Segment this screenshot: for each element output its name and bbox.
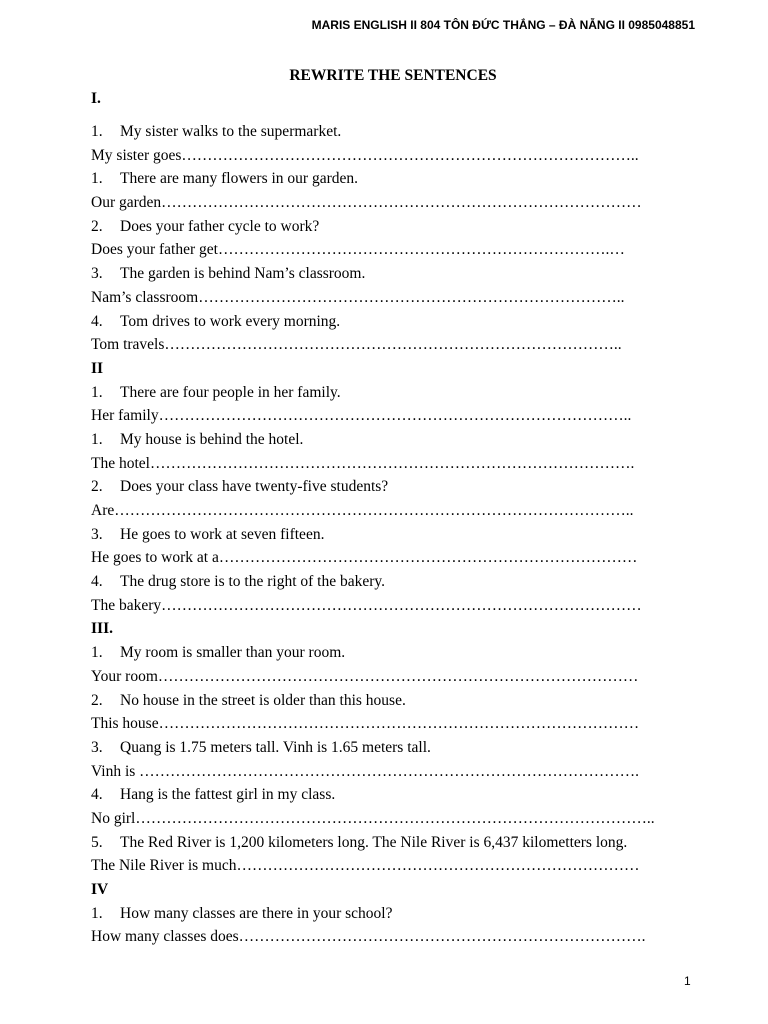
question-text: He goes to work at seven fifteen. <box>120 525 325 543</box>
section-label: III. <box>91 620 113 638</box>
question-line <box>91 570 701 594</box>
question-number: 1. <box>91 430 103 448</box>
answer-line: Nam’s classroom……………………………………………………………………….. <box>91 288 625 306</box>
answer-line: Vinh is ……………………………………………………………………………………. <box>91 762 640 780</box>
question-text: There are four people in her family. <box>120 383 341 401</box>
question-text: How many classes are there in your school? <box>120 904 393 922</box>
answer-line: The Nile River is much…………………………………………………………………… <box>91 857 640 875</box>
question-line <box>91 428 701 452</box>
question-line <box>91 641 701 665</box>
question-line <box>91 215 701 239</box>
question-text: My house is behind the hotel. <box>120 430 304 448</box>
question-number: 2. <box>91 478 103 496</box>
question-number: 4. <box>91 786 103 804</box>
question-number: 1. <box>91 644 103 662</box>
question-text: The garden is behind Nam’s classroom. <box>120 265 366 283</box>
question-text: The drug store is to the right of the bakery. <box>120 573 386 591</box>
question-line <box>91 262 701 286</box>
question-number: 2. <box>91 217 103 235</box>
question-number: 1. <box>91 123 103 140</box>
answer-line: Her family……………………………………………………………………………….. <box>91 407 632 425</box>
question-number: 3. <box>91 738 103 756</box>
question-text: No house in the street is older than this house. <box>120 691 406 709</box>
question-line <box>91 902 701 926</box>
question-line <box>91 523 701 547</box>
question-text: The Red River is 1,200 kilometers long. The Nile River is 6,437 kilometters long. <box>120 833 628 851</box>
question-number: 4. <box>91 573 103 591</box>
question-number: 3. <box>91 525 103 543</box>
answer-line: This house………………………………………………………………………………… <box>91 715 640 733</box>
answer-line: The bakery………………………………………………………………………………… <box>91 596 642 614</box>
answer-line: How many classes does……………………………………………………………………. <box>91 928 646 946</box>
question-text: My sister walks to the supermarket. <box>120 123 342 140</box>
question-text: Does your father cycle to work? <box>120 217 320 235</box>
question-text: There are many flowers in our garden. <box>120 170 358 188</box>
answer-line: Tom travels…………………………………………………………………………….. <box>91 336 622 354</box>
question-text: Hang is the fattest girl in my class. <box>120 786 336 804</box>
answer-line: The hotel…………………………………………………………………………………. <box>91 454 635 472</box>
question-number: 4. <box>91 312 103 330</box>
question-line <box>91 831 701 855</box>
answer-line: No girl……………………………………………………………………………………….. <box>91 809 655 827</box>
question-number: 1. <box>91 904 103 922</box>
question-number: 5. <box>91 833 103 851</box>
question-number: 3. <box>91 265 103 283</box>
answer-line: Are……………………………………………………………………………………….. <box>91 502 634 519</box>
question-number: 2. <box>91 691 103 709</box>
question-line <box>91 475 701 499</box>
question-line <box>91 689 701 713</box>
answer-line: Does your father get………………………………………………………………….… <box>91 241 625 259</box>
question-line <box>91 310 701 334</box>
answer-line: He goes to work at a……………………………………………………………………… <box>91 549 638 567</box>
answer-line: Our garden………………………………………………………………………………… <box>91 194 642 212</box>
question-text: My room is smaller than your room. <box>120 644 346 662</box>
worksheet-title: REWRITE THE SENTENCES <box>289 67 497 84</box>
question-text: Quang is 1.75 meters tall. Vinh is 1.65 meters tall. <box>120 738 431 756</box>
question-line <box>91 167 701 191</box>
question-line <box>91 381 701 405</box>
answer-line: Your room………………………………………………………………………………… <box>91 667 639 685</box>
page-number: 1 <box>684 974 691 988</box>
question-text: Tom drives to work every morning. <box>120 312 341 330</box>
question-number: 1. <box>91 383 103 401</box>
section-label: II <box>91 359 104 377</box>
section-label: IV <box>91 881 109 898</box>
question-number: 1. <box>91 170 103 188</box>
question-line <box>91 736 701 760</box>
section-label: I. <box>91 90 101 107</box>
page-header: MARIS ENGLISH II 804 TÔN ĐỨC THẮNG – ĐÀ NẴNG II 0985048851 <box>311 18 695 32</box>
worksheet-body <box>91 87 701 949</box>
answer-line: My sister goes…………………………………………………………………………….. <box>91 146 639 164</box>
question-text: Does your class have twenty-five students? <box>120 478 389 496</box>
question-line <box>91 120 701 144</box>
question-line <box>91 783 701 807</box>
